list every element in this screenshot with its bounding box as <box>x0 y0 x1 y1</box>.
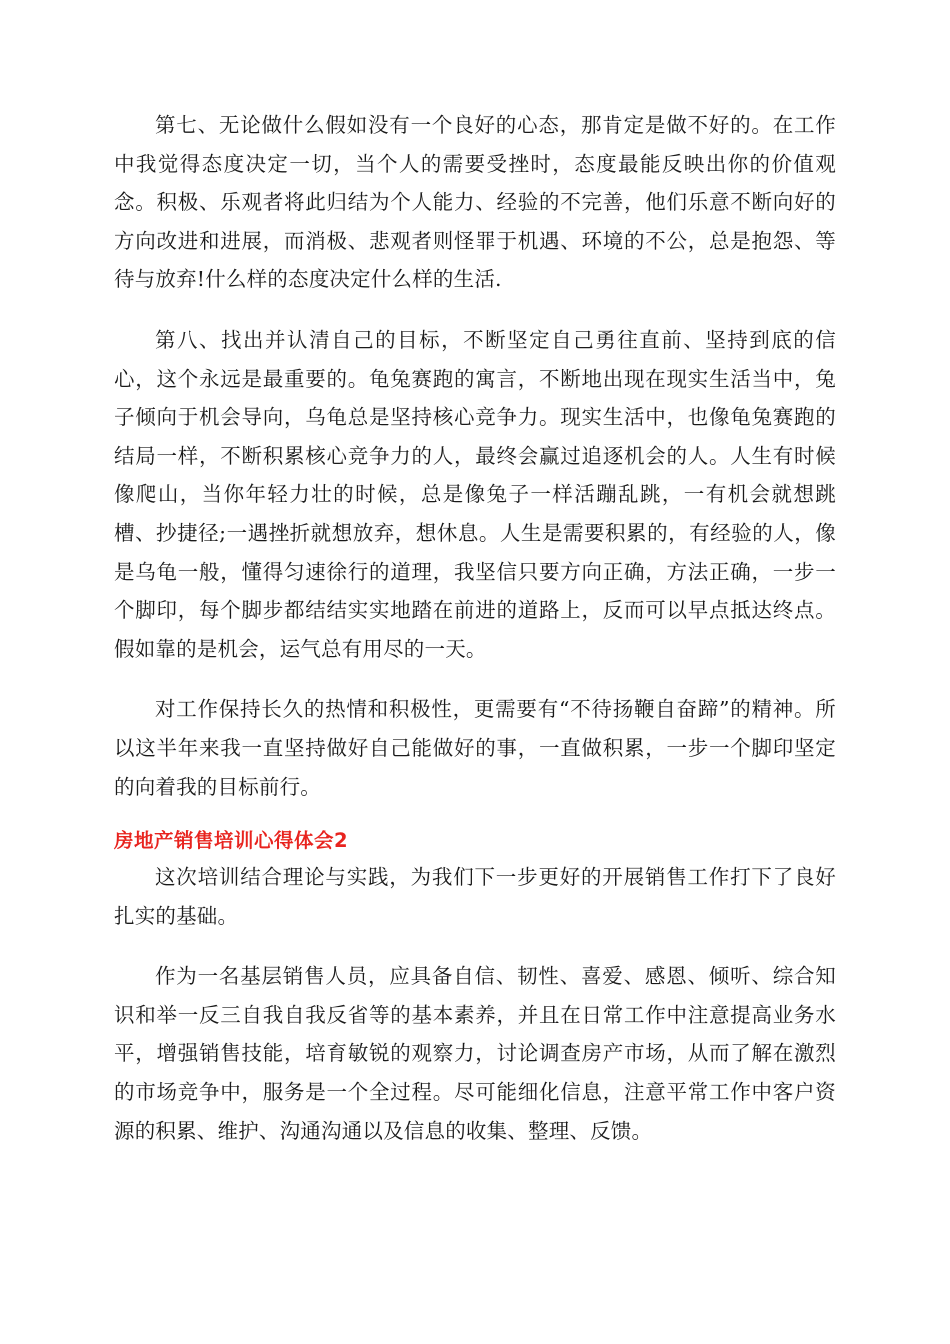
paragraph-eighth-point: 第八、找出并认清自己的目标，不断坚定自己勇往直前、坚持到底的信心，这个永远是最重要的。龟兔赛跑的寓言，不断地出现在现实生活当中，兔子倾向于机会导向，乌龟总是坚持核心竞争力。现实生活中，也像龟兔赛跑的结局一样，不断积累核心竞争力的人，最终会赢过追逐机会的人。人生有时候像爬山，当你年轻力壮的时候，总是像兔子一样活蹦乱跳，一有机会就想跳槽、抄捷径;一遇挫折就想放弃，想休息。人生是需要积累的，有经验的人，像是乌龟一般，懂得匀速徐行的道理，我坚信只要方向正确，方法正确，一步一个脚印，每个脚步都结结实实地踏在前进的道路上，反而可以早点抵达终点。假如靠的是机会，运气总有用尽的一天。 <box>114 327 836 661</box>
section-heading: 房地产销售培训心得体会2 <box>114 829 349 853</box>
paragraph-spacer <box>114 668 836 690</box>
paragraph-training-intro: 这次培训结合理论与实践，为我们下一步更好的开展销售工作打下了良好扎实的基础。 <box>114 865 836 928</box>
document-body <box>114 106 836 1150</box>
paragraph-sales-qualities: 作为一名基层销售人员，应具备自信、韧性、喜爱、感恩、倾听、综合知识和举一反三自我自我反省等的基本素养，并且在日常工作中注意提高业务水平，增强销售技能，培育敏锐的观察力，讨论调查房产市场，从而了解在激烈的市场竞争中，服务是一个全过程。尽可能细化信息，注意平常工作中客户资源的积累、维护、沟通沟通以及信息的收集、整理、反馈。 <box>114 964 836 1143</box>
paragraph-work-enthusiasm: 对工作保持长久的热情和积极性，更需要有“不待扬鞭自奋蹄”的精神。所以这半年来我一直坚持做好自己能做好的事，一直做积累，一步一个脚印坚定的向着我的目标前行。 <box>114 697 836 799</box>
paragraph-spacer <box>114 299 836 321</box>
paragraph-spacer <box>114 806 836 824</box>
paragraph-seventh-point: 第七、无论做什么假如没有一个良好的心态，那肯定是做不好的。在工作中我觉得态度决定一切，当个人的需要受挫时，态度最能反映出你的价值观念。积极、乐观者将此归结为个人能力、经验的不完善，他们乐意不断向好的方向改进和进展，而消极、悲观者则怪罪于机遇、环境的不公，总是抱怨、等待与放弃!什么样的态度决定什么样的生活. <box>114 113 836 292</box>
paragraph-spacer <box>114 935 836 957</box>
